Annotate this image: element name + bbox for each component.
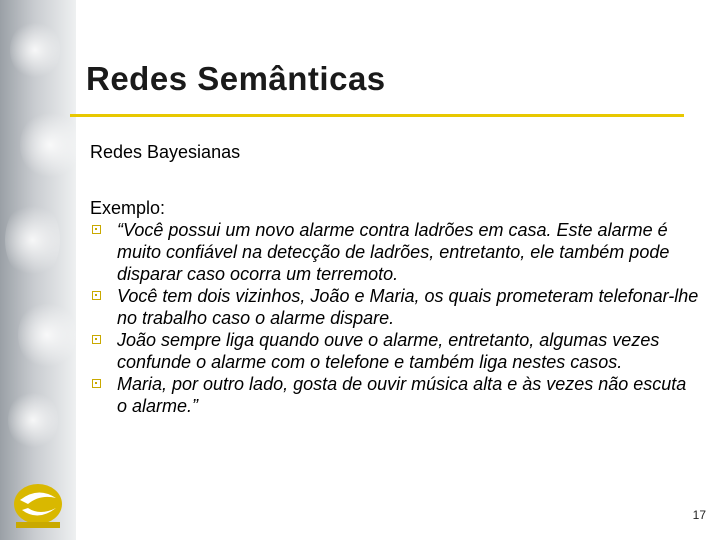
- bullet-text: João sempre liga quando ouve o alarme, entretanto, algumas vezes confunde o alarme com o telefone e também liga nestes casos.: [117, 330, 660, 372]
- bullet-text: Maria, por outro lado, gosta de ouvir música alta e às vezes não escuta o alarme.”: [117, 374, 687, 416]
- square-bullet-icon: [92, 291, 101, 300]
- slide-title: Redes Semânticas: [86, 60, 386, 97]
- sidebar-decoration: [0, 0, 76, 540]
- example-label: Exemplo:: [90, 198, 166, 218]
- list-item: [90, 329, 700, 373]
- title-underline: [70, 114, 684, 117]
- page-number: 17: [692, 508, 706, 522]
- logo-icon: [10, 478, 66, 530]
- slide-content: [90, 197, 700, 417]
- list-item: [90, 373, 700, 417]
- bullet-list: [90, 219, 700, 417]
- list-item: [90, 219, 700, 285]
- slide-subtitle: Redes Bayesianas: [90, 142, 241, 162]
- list-item: [90, 285, 700, 329]
- square-bullet-icon: [92, 335, 101, 344]
- square-bullet-icon: [92, 225, 101, 234]
- square-bullet-icon: [92, 379, 101, 388]
- bullet-text: “Você possui um novo alarme contra ladrões em casa. Este alarme é muito confiável na detecção de ladrões, entretanto, ele também pode disparar caso ocorra um terremoto.: [117, 220, 670, 284]
- bullet-text: Você tem dois vizinhos, João e Maria, os quais prometeram telefonar-lhe no trabalho caso o alarme dispare.: [117, 286, 699, 328]
